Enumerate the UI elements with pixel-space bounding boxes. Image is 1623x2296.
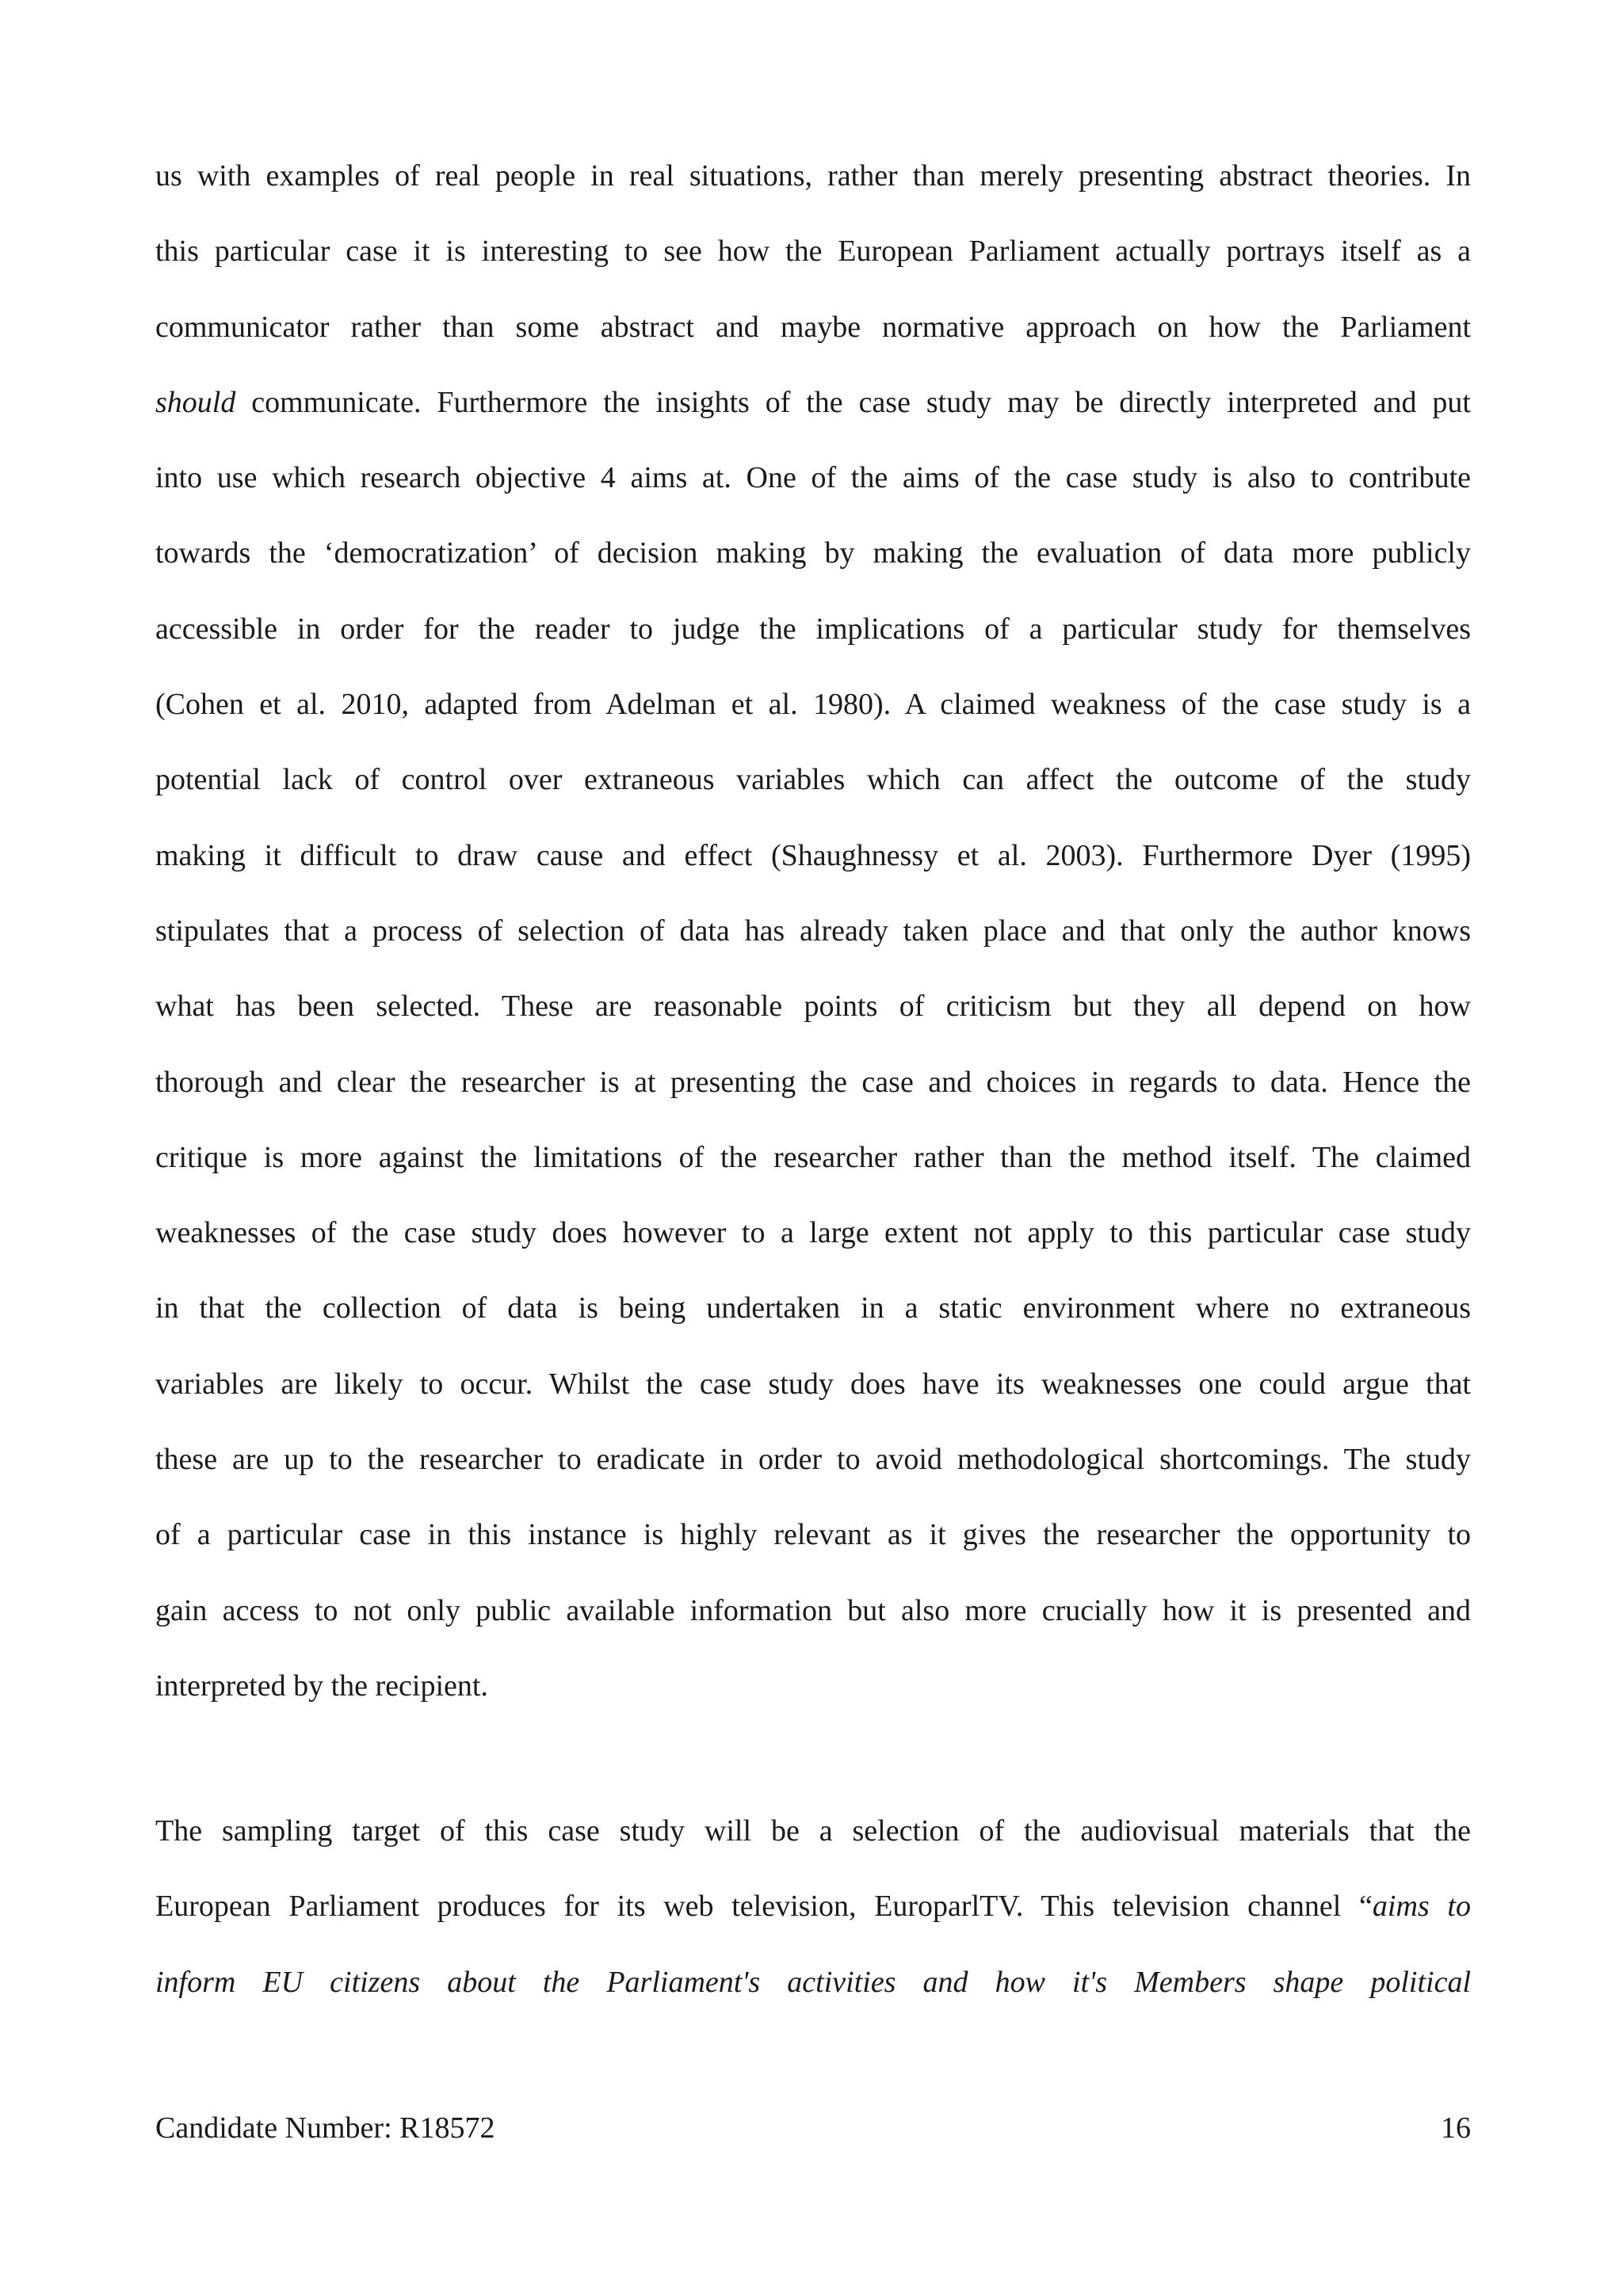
text-line (155, 1869, 1471, 1944)
text-line: what has been selected. These are reasonable points of criticism but they all depend on how (155, 990, 1471, 1024)
text-line: these are up to the researcher to eradicate in order to avoid methodological shortcomings. The study (155, 1443, 1471, 1477)
text-line (155, 365, 1471, 441)
text-line: thorough and clear the researcher is at presenting the case and choices in regards to data. Hence the (155, 1065, 1471, 1099)
italic-quote: aims to (1372, 1890, 1471, 1924)
text-line: The sampling target of this case study will be a selection of the audiovisual materials that the (155, 1814, 1471, 1848)
text-line: weaknesses of the case study does however to a large extent not apply to this particular case study (155, 1216, 1471, 1250)
text-line: making it difficult to draw cause and effect (Shaughnessy et al. 2003). Furthermore Dyer (1995) (155, 838, 1471, 872)
text-line: gain access to not only public available information but also more crucially how it is presented and (155, 1593, 1471, 1627)
text-line: (Cohen et al. 2010, adapted from Adelman et al. 1980). A claimed weakness of the case study is a (155, 688, 1471, 722)
text-line: accessible in order for the reader to judge the implications of a particular study for themselves (155, 612, 1471, 646)
paragraph-sampling-target (155, 1794, 1471, 2020)
paragraph-case-study-discussion (155, 139, 1471, 1724)
page-number: 16 (1441, 2111, 1471, 2145)
text-line (155, 1945, 1471, 2020)
text-line: this particular case it is interesting to see how the European Parliament actually portrays itself as a (155, 235, 1471, 269)
text-line: critique is more against the limitations of the researcher rather than the method itself. The claimed (155, 1140, 1471, 1174)
text-segment: communicate. Furthermore the insights of the case study may be directly interpreted and put (235, 385, 1471, 419)
text-line: variables are likely to occur. Whilst the case study does have its weaknesses one could argue that (155, 1367, 1471, 1401)
text-line: interpreted by the recipient. (155, 1669, 488, 1703)
text-segment: European Parliament produces for its web television, EuroparlTV. This television channel “ (155, 1890, 1373, 1924)
text-line: communicator rather than some abstract and maybe normative approach on how the Parliament (155, 310, 1471, 344)
text-line: towards the ‘democratization’ of decision making by making the evaluation of data more publicly (155, 536, 1471, 570)
text-line: stipulates that a process of selection of data has already taken place and that only the author knows (155, 913, 1471, 948)
text-line: us with examples of real people in real situations, rather than merely presenting abstract theories. In (155, 159, 1471, 193)
text-line: of a particular case in this instance is highly relevant as it gives the researcher the opportunity to (155, 1518, 1471, 1552)
text-line: into use which research objective 4 aims at. One of the aims of the case study is also to contribute (155, 461, 1471, 495)
candidate-number: Candidate Number: R18572 (155, 2111, 495, 2145)
text-line: potential lack of control over extraneous variables which can affect the outcome of the study (155, 763, 1471, 797)
italic-quote: inform EU citizens about the Parliament's activities and how it's Members shape political (155, 1965, 1471, 1999)
text-line: in that the collection of data is being undertaken in a static environment where no extraneous (155, 1291, 1471, 1325)
italic-emphasis: should (155, 385, 236, 419)
